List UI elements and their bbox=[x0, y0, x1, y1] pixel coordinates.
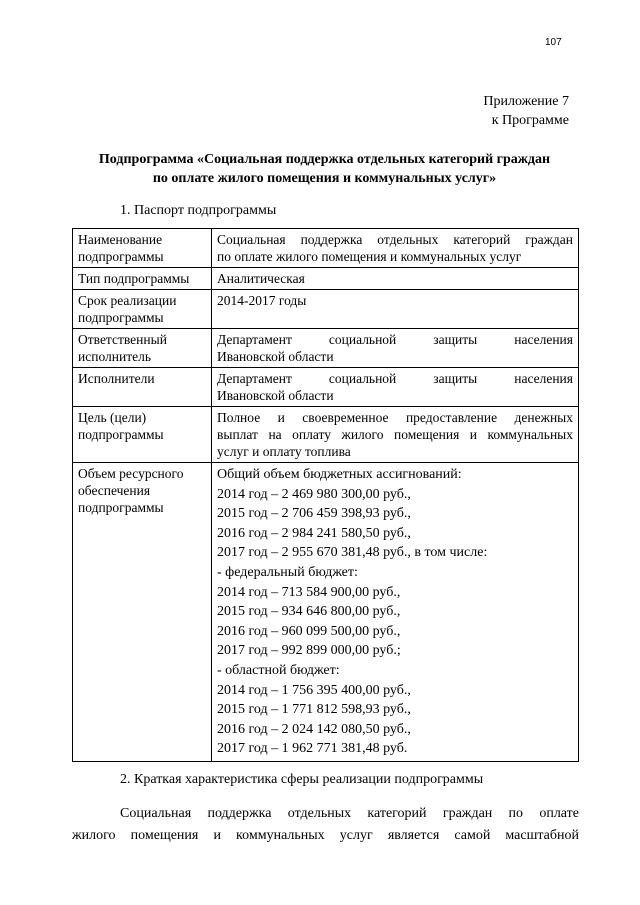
value-line: Ивановской области bbox=[217, 388, 334, 403]
passport-row bbox=[73, 229, 579, 268]
value-line: 2014 год – 2 469 980 300,00 руб., bbox=[217, 486, 411, 502]
label-line: подпрограммы bbox=[78, 310, 164, 325]
paragraph-line-1: Социальная поддержка отдельных категорий граждан по оплате bbox=[120, 806, 579, 821]
paragraph-line-2: жилого помещения и коммунальных услуг является самой масштабной bbox=[72, 828, 579, 843]
passport-row-label bbox=[73, 368, 212, 407]
passport-row bbox=[73, 290, 579, 329]
passport-row-label bbox=[73, 229, 212, 268]
appendix-line-2: к Программе bbox=[491, 113, 569, 128]
value-line: 2017 год – 2 955 670 381,48 руб., в том числе: bbox=[217, 545, 488, 561]
title-line-2: по оплате жилого помещения и коммунальных услуг» bbox=[152, 171, 497, 186]
value-line: Департамент социальной защиты населения bbox=[217, 371, 573, 386]
value-line: по оплате жилого помещения и коммунальных услуг bbox=[217, 249, 522, 264]
passport-row-value bbox=[212, 268, 579, 290]
title-line-1: Подпрограмма «Социальная поддержка отдельных категорий граждан bbox=[98, 152, 551, 167]
value-line: 2015 год – 1 771 812 598,93 руб., bbox=[217, 702, 411, 718]
value-line: 2015 год – 2 706 459 398,93 руб., bbox=[217, 506, 411, 522]
value-line: 2014 год – 1 756 395 400,00 руб., bbox=[217, 682, 411, 698]
passport-row-value bbox=[212, 290, 579, 329]
label-line: исполнитель bbox=[78, 349, 151, 364]
section-1-heading: 1. Паспорт подпрограммы bbox=[120, 203, 277, 218]
value-line: 2014 год – 713 584 900,00 руб., bbox=[217, 584, 401, 600]
passport-row-value bbox=[212, 368, 579, 407]
label-line: Исполнители bbox=[78, 371, 155, 386]
value-line: - федеральный бюджет: bbox=[217, 564, 358, 580]
value-line: 2016 год – 960 099 500,00 руб., bbox=[217, 623, 401, 639]
value-line: Социальная поддержка отдельных категорий граждан bbox=[217, 232, 573, 247]
label-line: Наименование bbox=[78, 232, 163, 247]
passport-row-label bbox=[73, 268, 212, 290]
label-line: обеспечения bbox=[78, 483, 151, 498]
passport-row-value bbox=[212, 407, 579, 463]
section-2-heading: 2. Краткая характеристика сферы реализации подпрограммы bbox=[120, 772, 484, 787]
value-line: 2016 год – 2 984 241 580,50 руб., bbox=[217, 525, 411, 541]
subprogram-title bbox=[72, 150, 577, 188]
label-line: Объем ресурсного bbox=[78, 466, 184, 481]
appendix-line-1: Приложение 7 bbox=[483, 94, 569, 109]
value-line: Ивановской области bbox=[217, 349, 334, 364]
passport-row-label bbox=[73, 329, 212, 368]
value-line: Полное и своевременное предоставление денежных bbox=[217, 410, 573, 425]
passport-row-label bbox=[73, 463, 212, 762]
passport-row bbox=[73, 268, 579, 290]
label-line: подпрограммы bbox=[78, 427, 164, 442]
label-line: Ответственный bbox=[78, 332, 167, 347]
passport-row-value bbox=[212, 329, 579, 368]
passport-table bbox=[72, 228, 579, 762]
value-line: - областной бюджет: bbox=[217, 662, 340, 678]
label-line: Тип подпрограммы bbox=[78, 271, 190, 286]
value-line: 2017 год – 1 962 771 381,48 руб. bbox=[217, 741, 408, 757]
passport-row bbox=[73, 407, 579, 463]
value-line: услуг и оплату топлива bbox=[217, 444, 351, 459]
passport-row bbox=[73, 329, 579, 368]
passport-row-value bbox=[212, 229, 579, 268]
value-line: 2016 год – 2 024 142 080,50 руб., bbox=[217, 721, 411, 737]
page-number: 107 bbox=[545, 37, 562, 48]
passport-row-value bbox=[212, 463, 579, 762]
value-line: 2017 год – 992 899 000,00 руб.; bbox=[217, 643, 401, 659]
label-line: подпрограммы bbox=[78, 249, 164, 264]
value-line: Общий объем бюджетных ассигнований: bbox=[217, 467, 462, 482]
passport-row-label bbox=[73, 290, 212, 329]
label-line: Цель (цели) bbox=[78, 410, 147, 425]
label-line: подпрограммы bbox=[78, 500, 164, 515]
label-line: Срок реализации bbox=[78, 293, 177, 308]
value-line: Департамент социальной защиты населения bbox=[217, 332, 573, 347]
appendix-reference bbox=[329, 92, 569, 130]
passport-row-label bbox=[73, 407, 212, 463]
passport-row bbox=[73, 368, 579, 407]
value-line: выплат на оплату жилого помещения и коммунальных bbox=[217, 427, 573, 442]
body-paragraph bbox=[72, 803, 579, 847]
value-line: 2014-2017 годы bbox=[217, 293, 307, 308]
value-line: 2015 год – 934 646 800,00 руб., bbox=[217, 604, 401, 620]
passport-row bbox=[73, 463, 579, 762]
value-line: Аналитическая bbox=[217, 271, 305, 286]
